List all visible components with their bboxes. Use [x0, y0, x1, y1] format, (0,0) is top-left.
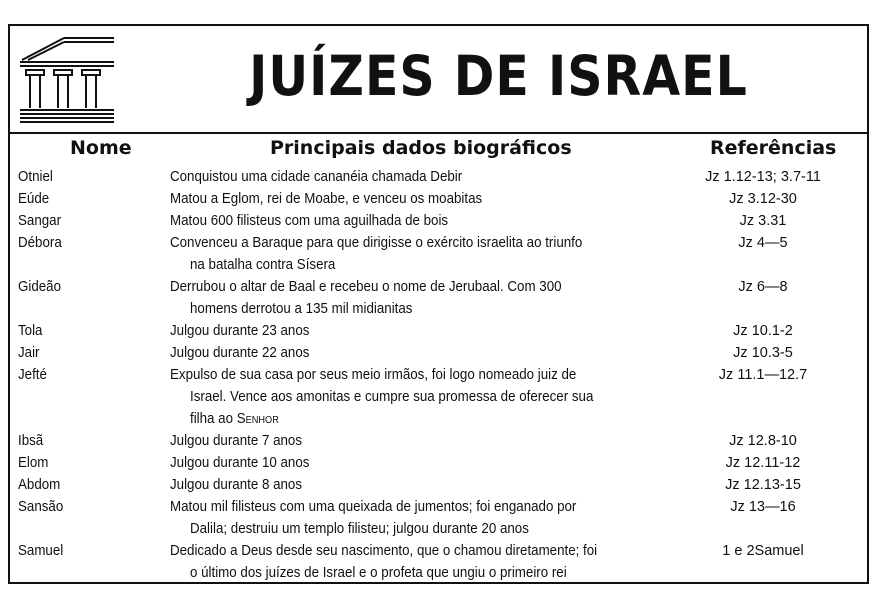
reference: Jz 13—16	[730, 499, 796, 515]
biography-line: Israel. Vence aos amonitas e cumpre sua promessa de oferecer sua	[190, 389, 594, 405]
reference: 1 e 2Samuel	[722, 543, 804, 559]
biography-line: Matou mil filisteus com uma queixada de jumentos; foi enganado por	[170, 499, 577, 515]
judge-name: Eúde	[18, 191, 50, 207]
reference: Jz 11.1—12.7	[718, 367, 808, 383]
biography-line: Derrubou o altar de Baal e recebeu o nome de Jerubaal. Com 300	[170, 279, 562, 295]
biography-line: Julgou durante 22 anos	[170, 345, 310, 361]
biography-line: Matou a Eglom, rei de Moabe, e venceu os moabitas	[170, 191, 483, 207]
reference: Jz 12.11-12	[725, 455, 801, 471]
judge-name: Gideão	[18, 279, 62, 295]
reference: Jz 10.1-2	[733, 323, 793, 339]
biography-line: Convenceu a Baraque para que dirigisse o exército israelita ao triunfo	[170, 235, 583, 251]
biography-line: Matou 600 filisteus com uma aguilhada de bois	[170, 213, 449, 229]
judge-name: Jefté	[18, 367, 47, 383]
biography-line: Dalila; destruiu um templo filisteu; julgou durante 20 anos	[190, 521, 529, 537]
biography-line: Dedicado a Deus desde seu nascimento, que o chamou diretamente; foi	[170, 543, 598, 559]
temple-columns-icon	[18, 30, 116, 126]
judge-name: Otniel	[18, 169, 53, 185]
biography-line: na batalha contra Sísera	[190, 257, 336, 273]
reference: Jz 4—5	[738, 235, 788, 251]
biography-line: Julgou durante 7 anos	[170, 433, 303, 449]
table-frame	[8, 24, 869, 584]
reference: Jz 12.13-15	[725, 477, 801, 493]
reference: Jz 6—8	[738, 279, 788, 295]
reference: Jz 12.8-10	[729, 433, 797, 449]
reference: Jz 10.3-5	[733, 345, 793, 361]
biography-line: Conquistou uma cidade cananéia chamada Debir	[170, 169, 463, 185]
reference: Jz 3.31	[739, 213, 787, 229]
biography-line: Expulso de sua casa por seus meio irmãos, foi logo nomeado juiz de	[170, 367, 577, 383]
biography-line: Julgou durante 8 anos	[170, 477, 303, 493]
judge-name: Ibsã	[18, 433, 44, 449]
judge-name: Elom	[18, 455, 49, 471]
biography-line: filha ao Senhor	[190, 411, 279, 427]
column-header-refs: Referências	[710, 137, 837, 159]
biography-line: Julgou durante 23 anos	[170, 323, 310, 339]
table-header	[10, 26, 867, 134]
judge-name: Abdom	[18, 477, 61, 493]
biography-line: Julgou durante 10 anos	[170, 455, 310, 471]
judge-name: Débora	[18, 235, 62, 251]
column-header-name: Nome	[70, 137, 132, 159]
judge-name: Samuel	[18, 543, 64, 559]
page-title: JUÍZES DE ISRAEL	[249, 44, 748, 109]
biography-line: o último dos juízes de Israel e o profeta que ungiu o primeiro rei	[190, 565, 567, 581]
column-header-data: Principais dados biográficos	[270, 137, 572, 159]
biography-line: homens derrotou a 135 mil midianitas	[190, 301, 413, 317]
judge-name: Sansão	[18, 499, 64, 515]
reference: Jz 3.12-30	[729, 191, 797, 207]
judge-name: Jair	[18, 345, 40, 361]
judge-name: Sangar	[18, 213, 62, 229]
reference: Jz 1.12-13; 3.7-11	[705, 169, 821, 185]
judge-name: Tola	[18, 323, 43, 339]
